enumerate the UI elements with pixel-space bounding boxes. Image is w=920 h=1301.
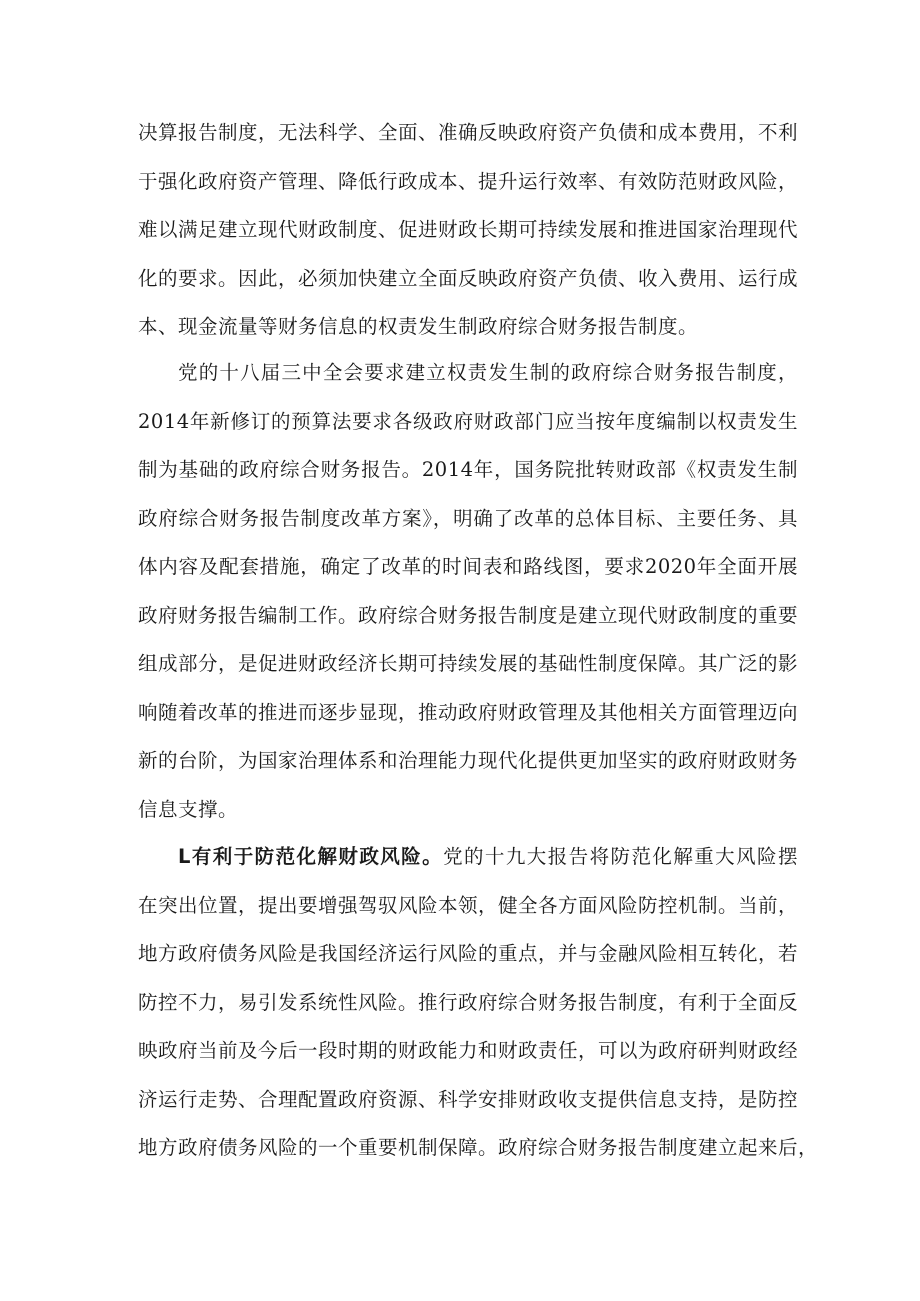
paragraph-line: 防控不力，易引发系统性风险。推行政府综合财务报告制度，有利于全面反 [138,990,799,1014]
paragraph-line: 新的台阶，为国家治理体系和治理能力现代化提供更加坚实的政府财政财务 [138,749,799,772]
paragraph-line [138,833,798,882]
paragraph-line: 政府综合财务报告制度改革方案》，明确了改革的总体目标、主要任务、具 [138,506,798,530]
paragraph-line: 制为基础的政府综合财务报告。2014年，国务院批转财政部《权责发生制 [138,458,798,481]
paragraph-line: 2014年新修订的预算法要求各级政府财政部门应当按年度编制以权责发生 [138,409,798,433]
paragraph-line: 难以满足建立现代财政制度、促进财政长期可持续发展和推进国家治理现代 [138,218,799,241]
paragraph-2 [138,349,798,834]
paragraph-line: 济运行走势、合理配置政府资源、科学安排财政收支提供信息支持，是防控 [138,1087,799,1111]
paragraph-line: 本、现金流量等财务信息的权责发生制政府综合财务报告制度。 [138,315,699,338]
paragraph-line: 响随着改革的推进而逐步显现，推动政府财政管理及其他相关方面管理迈向 [138,700,799,724]
paragraph-line: 组成部分，是促进财政经济长期可持续发展的基础性制度保障。其广泛的影 [138,652,799,675]
paragraph-line: 决算报告制度，无法科学、全面、准确反映政府资产负债和成本费用，不利 [138,121,799,144]
paragraph-line-rest: 党的十九大报告将防范化解重大风险摆 [443,845,798,868]
paragraph-3 [138,833,819,1173]
paragraph-1 [138,109,798,352]
paragraph-line: 地方政府债务风险是我国经济运行风险的重点，并与金融风险相互转化，若 [138,942,799,965]
paragraph-line: 政府财务报告编制工作。政府综合财务报告制度是建立现代财政制度的重要 [138,603,799,627]
paragraph-line: 党的十八届三中全会要求建立权责发生制的政府综合财务报告制度， [178,361,798,384]
paragraph-line: 信息支撑。 [138,797,239,821]
paragraph-line: 映政府当前及今后一段时期的财政能力和财政责任，可以为政府研判财政经 [138,1039,799,1062]
paragraph-line: 体内容及配套措施，确定了改革的时间表和路线图，要求2020年全面开展 [138,555,798,578]
paragraph-line: 于强化政府资产管理、降低行政成本、提升运行效率、有效防范财政风险， [138,169,799,193]
section-heading: L有利于防范化解财政风险。 [178,845,444,868]
paragraph-line: 地方政府债务风险的一个重要机制保障。政府综合财务报告制度建立起来后， [138,1136,819,1159]
paragraph-line: 在突出位置，提出要增强驾驭风险本领，健全各方面风险防控机制。当前， [138,893,799,917]
paragraph-line: 化的要求。因此，必须加快建立全面反映政府资产负债、收入费用、运行成 [138,266,799,290]
